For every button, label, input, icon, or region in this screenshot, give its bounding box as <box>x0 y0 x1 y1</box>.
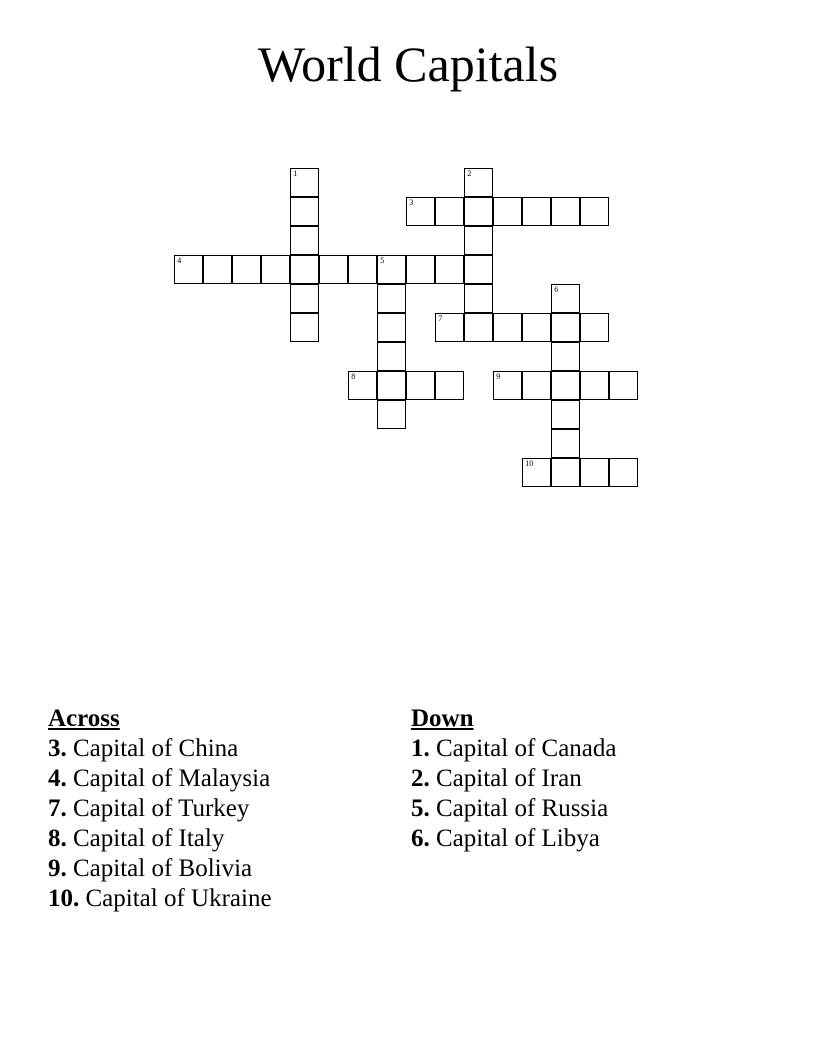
clue-text: Capital of Canada <box>429 735 617 762</box>
grid-cell[interactable] <box>464 197 493 226</box>
clue-num: 7. <box>48 795 67 822</box>
grid-cell[interactable] <box>406 255 435 284</box>
clue-text: Capital of Iran <box>429 765 582 792</box>
clue-text: Capital of Libya <box>429 825 600 852</box>
grid-cell[interactable] <box>551 313 580 342</box>
grid-cell[interactable] <box>551 371 580 400</box>
grid-cell[interactable] <box>493 371 522 400</box>
down-clues <box>411 704 617 854</box>
clue-number: 7 <box>438 314 443 324</box>
across-clue <box>48 854 272 884</box>
grid-cell[interactable] <box>232 255 261 284</box>
across-clue <box>48 884 272 914</box>
clue-number: 2 <box>467 169 472 179</box>
across-clue <box>48 734 272 764</box>
clue-text: Capital of Malaysia <box>66 765 271 792</box>
clue-text: Capital of Italy <box>66 825 225 852</box>
clue-num: 2. <box>411 765 430 792</box>
grid-cell[interactable] <box>493 313 522 342</box>
clue-num: 1. <box>411 735 430 762</box>
grid-cell[interactable] <box>406 197 435 226</box>
down-clue <box>411 764 617 794</box>
grid-cell[interactable] <box>406 371 435 400</box>
grid-cell[interactable] <box>551 429 580 458</box>
clue-number: 9 <box>496 372 501 382</box>
grid-cell[interactable] <box>464 226 493 255</box>
clue-num: 4. <box>48 765 67 792</box>
clue-text: Capital of Russia <box>429 795 609 822</box>
clue-number: 5 <box>380 256 385 266</box>
grid-cell[interactable] <box>377 400 406 429</box>
grid-cell[interactable] <box>348 371 377 400</box>
clue-number: 8 <box>351 372 356 382</box>
clue-num: 3. <box>48 735 67 762</box>
clue-text: Capital of Ukraine <box>79 885 272 912</box>
clue-number: 4 <box>177 256 182 266</box>
down-clue <box>411 794 617 824</box>
across-clue <box>48 824 272 854</box>
grid-cell[interactable] <box>377 342 406 371</box>
grid-cell[interactable] <box>290 255 319 284</box>
clue-number: 1 <box>293 169 298 179</box>
down-clue <box>411 824 617 854</box>
grid-cell[interactable] <box>609 458 638 487</box>
across-clue <box>48 764 272 794</box>
clue-number: 3 <box>409 198 414 208</box>
grid-cell[interactable] <box>580 371 609 400</box>
grid-cell[interactable] <box>435 313 464 342</box>
grid-cell[interactable] <box>551 342 580 371</box>
across-clue <box>48 794 272 824</box>
clue-num: 9. <box>48 855 67 882</box>
grid-cell[interactable] <box>319 255 348 284</box>
grid-cell[interactable] <box>551 400 580 429</box>
clue-num: 10. <box>48 885 80 912</box>
grid-cell[interactable] <box>174 255 203 284</box>
grid-cell[interactable] <box>290 197 319 226</box>
clue-num: 8. <box>48 825 67 852</box>
grid-cell[interactable] <box>435 255 464 284</box>
grid-cell[interactable] <box>522 458 551 487</box>
grid-cell[interactable] <box>203 255 232 284</box>
grid-cell[interactable] <box>290 168 319 197</box>
clue-text: Capital of Turkey <box>66 795 250 822</box>
grid-cell[interactable] <box>580 458 609 487</box>
clue-num: 6. <box>411 825 430 852</box>
clue-number: 6 <box>554 285 559 295</box>
down-clue <box>411 734 617 764</box>
grid-cell[interactable] <box>464 284 493 313</box>
grid-cell[interactable] <box>493 197 522 226</box>
down-heading: Down <box>411 705 474 732</box>
clue-num: 5. <box>411 795 430 822</box>
grid-cell[interactable] <box>377 371 406 400</box>
clue-text: Capital of China <box>66 735 239 762</box>
clue-text: Capital of Bolivia <box>66 855 253 882</box>
grid-cell[interactable] <box>522 197 551 226</box>
grid-cell[interactable] <box>522 313 551 342</box>
across-clues <box>48 704 272 914</box>
grid-cell[interactable] <box>348 255 377 284</box>
grid-cell[interactable] <box>580 313 609 342</box>
crossword-grid <box>175 169 675 509</box>
grid-cell[interactable] <box>609 371 638 400</box>
page-title: World Capitals <box>257 36 559 92</box>
grid-cell[interactable] <box>580 197 609 226</box>
grid-cell[interactable] <box>551 458 580 487</box>
grid-cell[interactable] <box>522 371 551 400</box>
grid-cell[interactable] <box>377 284 406 313</box>
grid-cell[interactable] <box>435 197 464 226</box>
grid-cell[interactable] <box>290 313 319 342</box>
grid-cell[interactable] <box>290 226 319 255</box>
grid-cell[interactable] <box>290 284 319 313</box>
grid-cell[interactable] <box>551 197 580 226</box>
grid-cell[interactable] <box>377 255 406 284</box>
grid-cell[interactable] <box>551 284 580 313</box>
grid-cell[interactable] <box>464 255 493 284</box>
grid-cell[interactable] <box>377 313 406 342</box>
grid-cell[interactable] <box>261 255 290 284</box>
grid-cell[interactable] <box>464 168 493 197</box>
across-heading: Across <box>48 705 120 732</box>
clue-number: 10 <box>525 459 534 469</box>
grid-cell[interactable] <box>464 313 493 342</box>
grid-cell[interactable] <box>435 371 464 400</box>
